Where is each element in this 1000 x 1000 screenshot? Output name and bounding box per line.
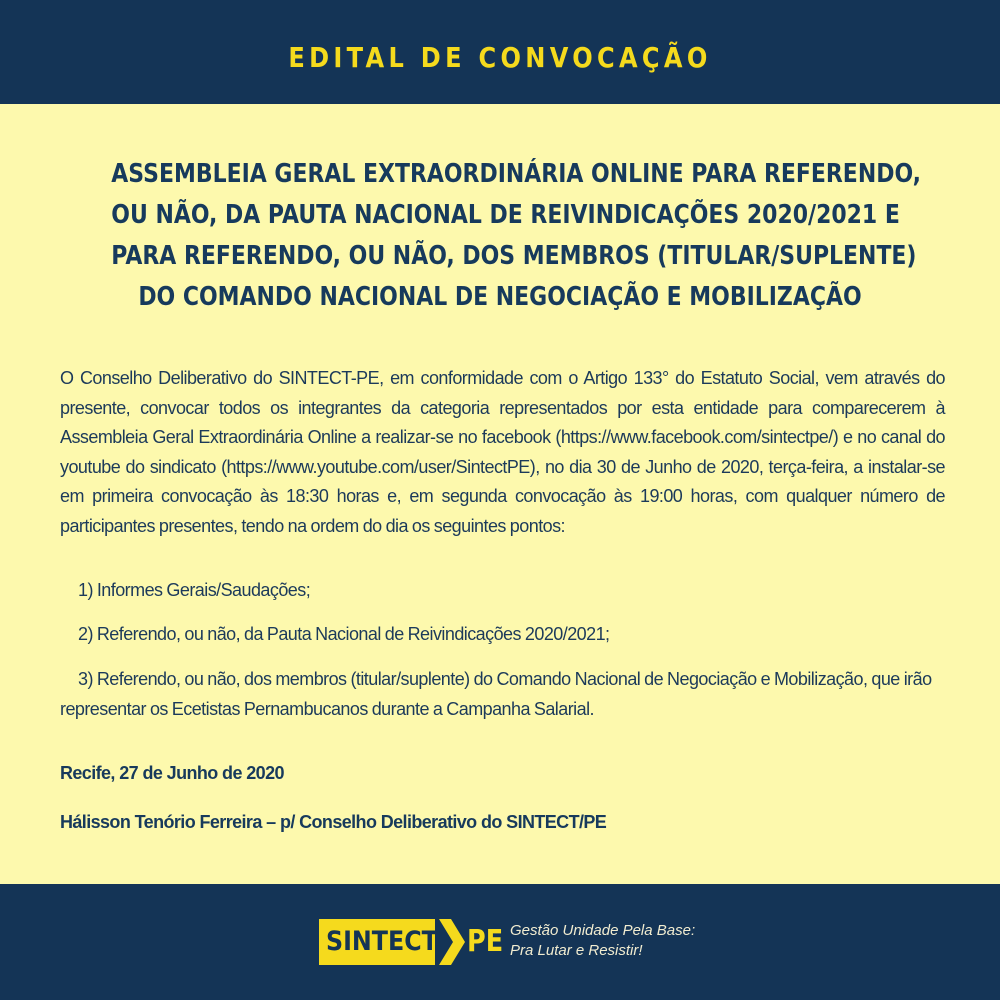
headline-line: DO COMANDO NACIONAL DE NEGOCIAÇÃO E MOBILIZAÇÃO: [138, 282, 862, 312]
slogan-line: Gestão Unidade Pela Base:: [510, 922, 696, 939]
headline-line: ASSEMBLEIA GERAL EXTRAORDINÁRIA ONLINE PARA REFERENDO,: [111, 159, 921, 189]
headline: [111, 154, 921, 318]
body-paragraph: O Conselho Deliberativo do SINTECT-PE, em conformidade com o Artigo 133° do Estatuto Social, vem através do presente, convocar todos os integrantes da categoria representados por esta entidade para comparecerem à Assembleia Geral Extraordinária Online a realizar-se no facebook (https://www.facebook.com/sintectpe/) e no canal do youtube do sindicato (https://www.youtube.com/user/SintectPE), no dia 30 de Junho de 2020, terça-feira, a instalar-se em primeira convocação às 18:30 horas e, em segunda convocação às 19:00 horas, com qualquer número de participantes presentes, tendo na ordem do dia os seguintes pontos:: [60, 368, 945, 536]
slogan: [510, 921, 695, 961]
agenda-item: 1) Informes Gerais/Saudações;: [78, 580, 311, 600]
signature-name: Hálisson Tenório Ferreira – p/ Conselho Deliberativo do SINTECT/PE: [60, 812, 607, 832]
agenda-item: 2) Referendo, ou não, da Pauta Nacional de Reivindicações 2020/2021;: [78, 624, 610, 644]
logo-text: SINTECT: [325, 926, 438, 957]
slogan-line: Pra Lutar e Resistir!: [510, 942, 643, 959]
page-title: EDITAL DE CONVOCAÇÃO: [288, 41, 712, 74]
chevron-right-icon: [437, 919, 467, 965]
headline-line: OU NÃO, DA PAUTA NACIONAL DE REIVINDICAÇÕES 2020/2021 E: [111, 200, 900, 230]
header-bar: [0, 0, 1000, 104]
agenda-item: 3) Referendo, ou não, dos membros (titular/suplente) do Comando Nacional de Negociação e Mobilização, que irão representar os Ecetistas Pernambucanos durante a Campanha Salarial.: [60, 669, 932, 719]
signature-date: Recife, 27 de Junho de 2020: [60, 763, 284, 783]
logo-suffix: PE: [467, 924, 504, 959]
headline-line: PARA REFERENDO, OU NÃO, DOS MEMBROS (TITULAR/SUPLENTE): [111, 241, 917, 271]
